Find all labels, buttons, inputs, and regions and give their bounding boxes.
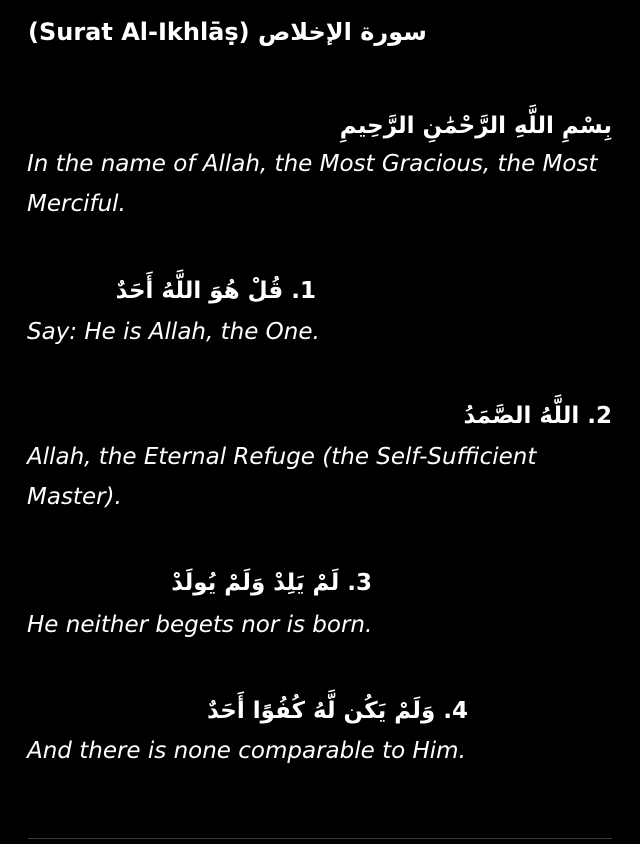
verse-4-translation: And there is none comparable to Him.	[27, 738, 466, 764]
verse-4-arabic: 4. وَلَمْ يَكُن لَّهُ كُفُوًا أَحَدٌ	[206, 698, 468, 724]
verse-2-arabic: 2. اللَّهُ الصَّمَدُ	[463, 403, 612, 429]
bismillah-arabic: بِسْمِ اللَّهِ الرَّحْمَٰنِ الرَّحِيمِ	[339, 113, 612, 139]
verse-3-translation: He neither begets nor is born.	[27, 612, 373, 638]
verse-3-arabic: 3. لَمْ يَلِدْ وَلَمْ يُولَدْ	[171, 570, 372, 596]
verse-1-translation: Say: He is Allah, the One.	[27, 319, 320, 345]
bottom-divider	[28, 838, 612, 839]
bismillah-translation: In the name of Allah, the Most Gracious, the Most Merciful.	[27, 151, 598, 217]
verse-1-arabic: 1. قُلْ هُوَ اللَّهُ أَحَدٌ	[115, 278, 316, 304]
verse-2-translation: Allah, the Eternal Refuge (the Self-Sufficient Master).	[27, 444, 537, 510]
surah-title: (Surat Al-Ikhlāṣ) سورة الإخلاص	[28, 18, 427, 46]
